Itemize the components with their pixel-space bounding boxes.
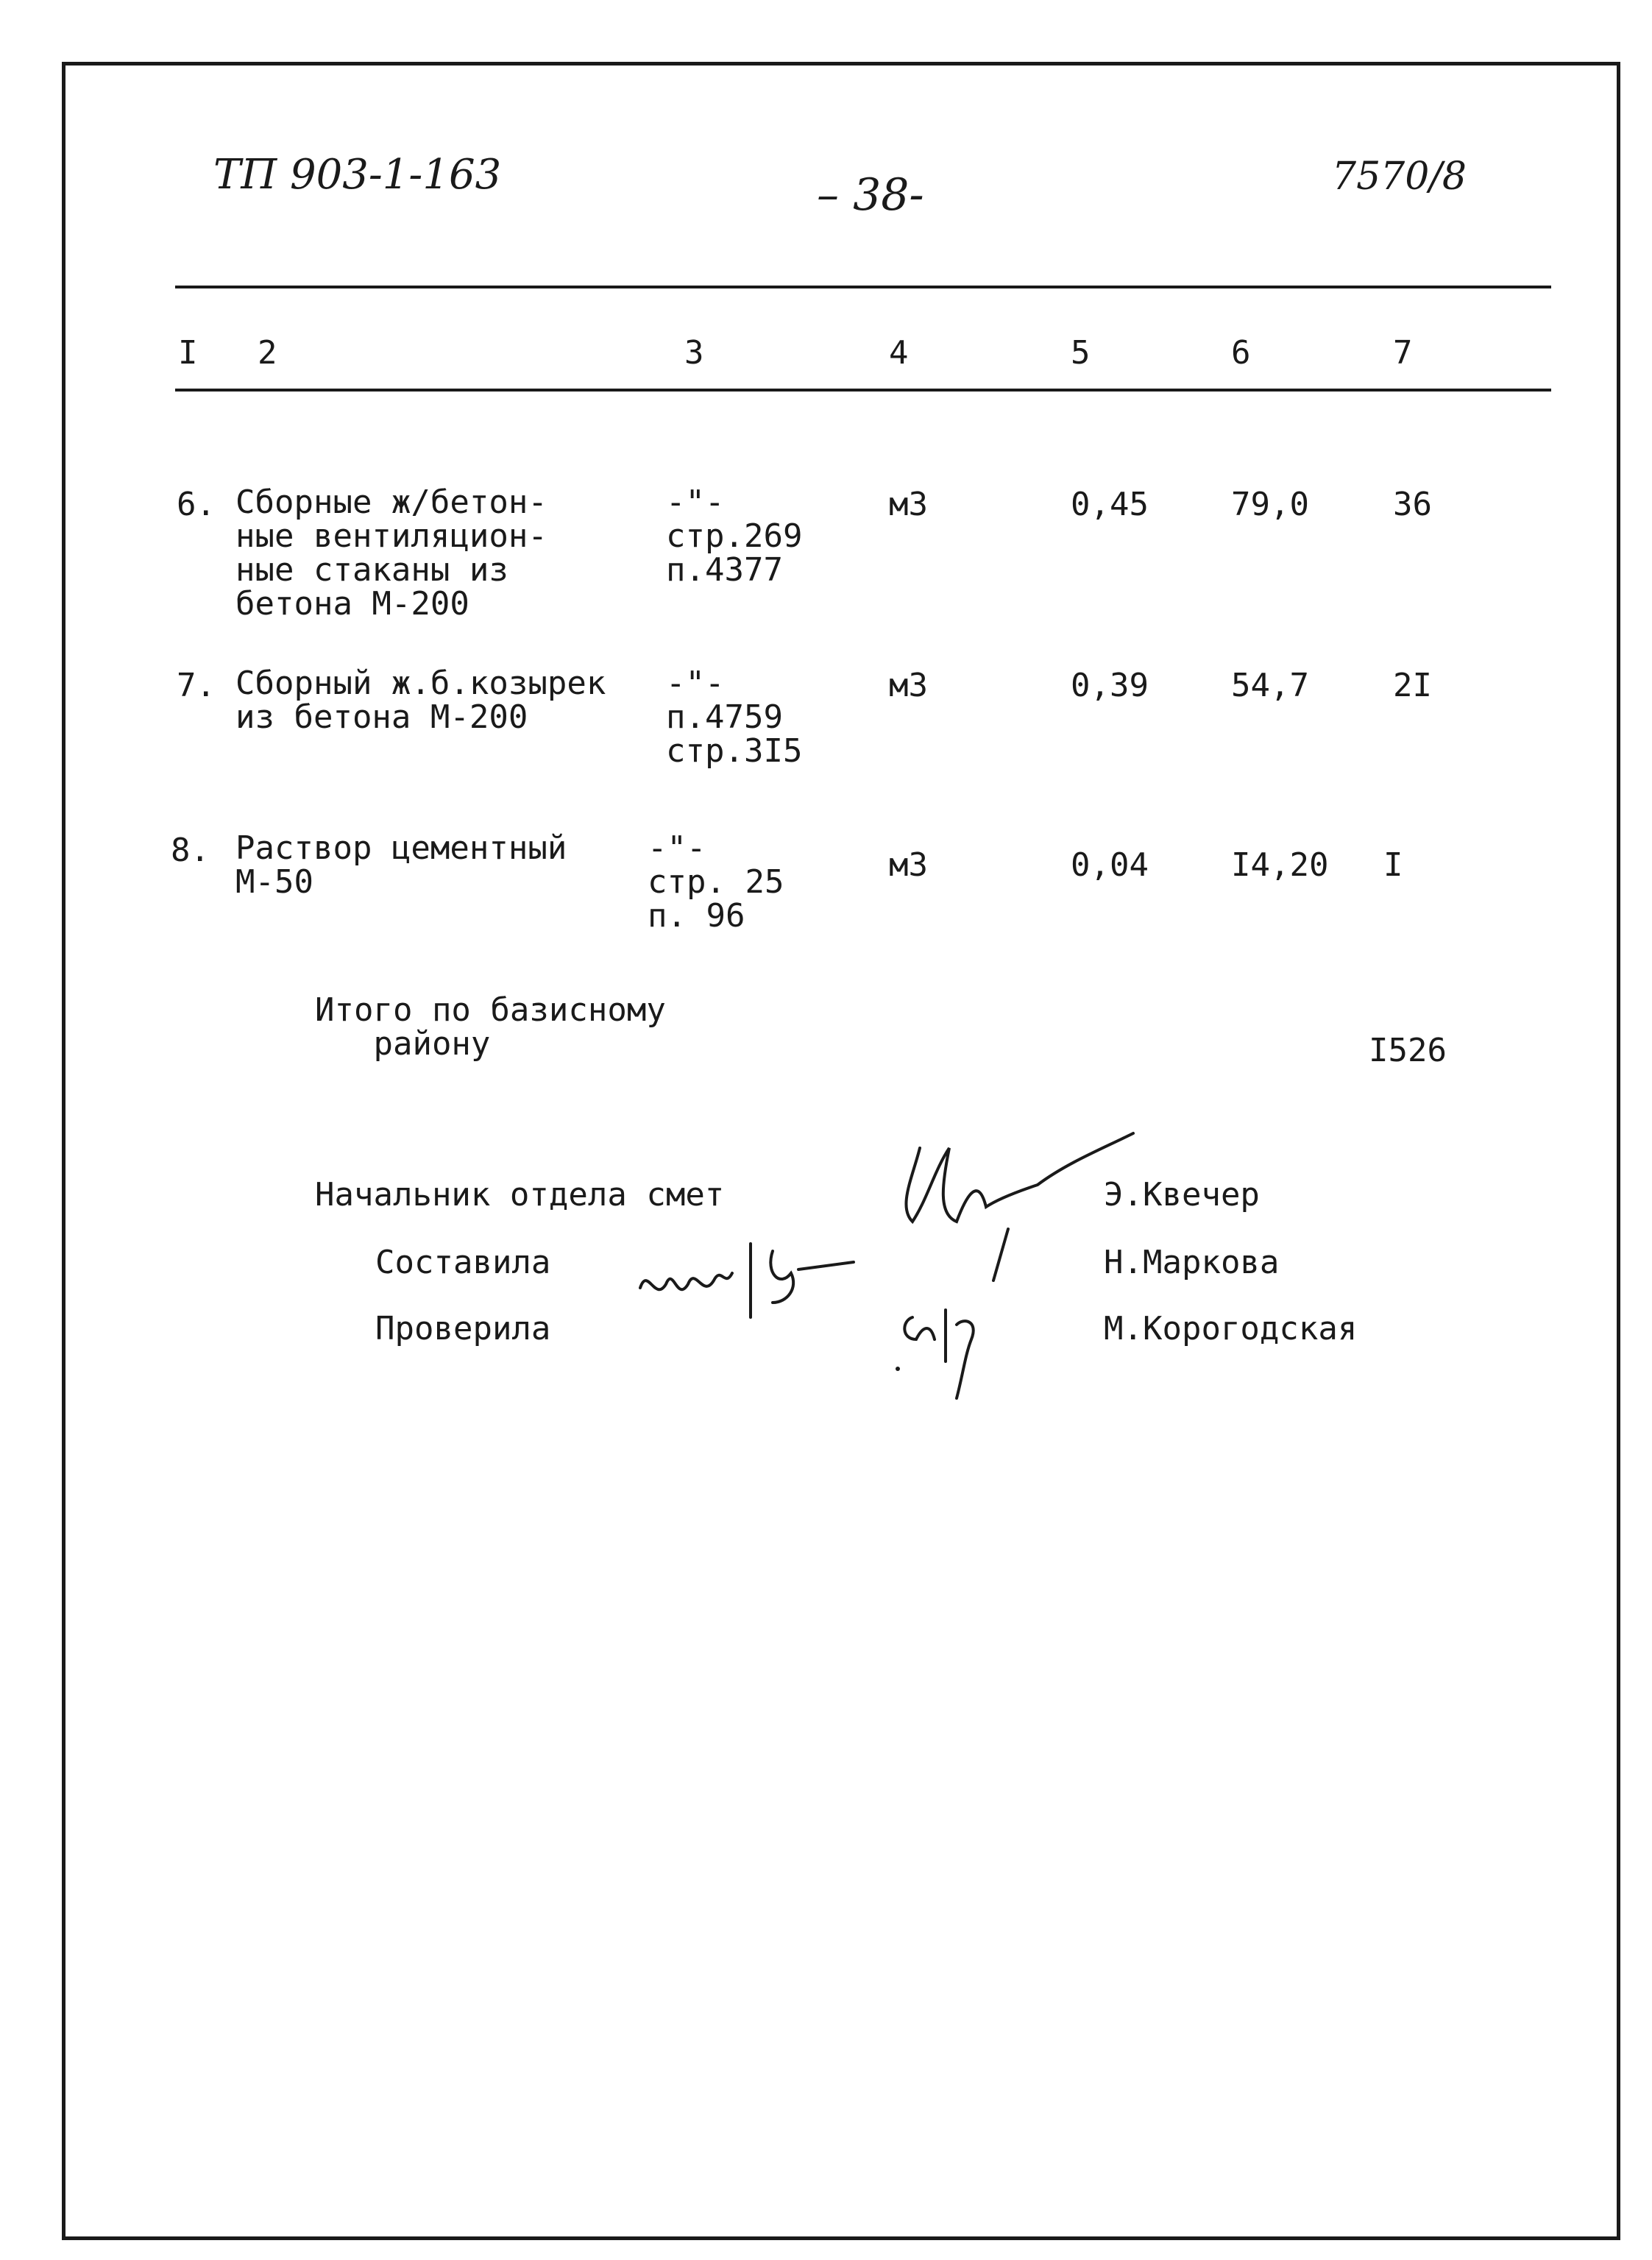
page-number: – 38- — [817, 169, 924, 221]
row-reference: -"- п.4759 стр.3I5 — [666, 665, 803, 770]
sheet-code: 7570/8 — [1332, 155, 1467, 199]
column-header-rule — [175, 389, 1551, 392]
row-total: 2I — [1393, 667, 1432, 704]
row-price: I4,20 — [1231, 846, 1329, 884]
handwritten-signature — [883, 1280, 1015, 1406]
column-header: 5 — [1071, 334, 1091, 372]
row-quantity: 0,45 — [1071, 486, 1149, 523]
column-header: 7 — [1393, 334, 1413, 372]
column-header: 2 — [258, 334, 277, 372]
row-total: I — [1383, 846, 1403, 884]
signature-role: Проверила — [375, 1310, 551, 1347]
column-header: 4 — [889, 334, 909, 372]
column-header: 3 — [684, 334, 704, 372]
signature-name: М.Корогодская — [1104, 1310, 1358, 1347]
row-price: 54,7 — [1231, 667, 1309, 704]
row-number: 7. — [177, 667, 216, 704]
row-price: 79,0 — [1231, 486, 1309, 523]
signature-role: Начальник отдела смет — [315, 1176, 725, 1214]
row-quantity: 0,04 — [1071, 846, 1149, 884]
handwritten-signature — [868, 1119, 1148, 1288]
column-header: 6 — [1231, 334, 1251, 372]
signature-role: Составила — [375, 1244, 551, 1281]
signature-name: Н.Маркова — [1104, 1244, 1280, 1281]
row-unit: м3 — [889, 486, 928, 523]
handwritten-signature — [633, 1222, 868, 1339]
row-number: 8. — [171, 832, 210, 869]
doc-code: ТП 903-1-163 — [213, 151, 502, 199]
row-quantity: 0,39 — [1071, 667, 1149, 704]
header-rule — [175, 286, 1551, 288]
summary-total: I526 — [1369, 1032, 1447, 1069]
row-unit: м3 — [889, 667, 928, 704]
row-total: 36 — [1393, 486, 1432, 523]
row-unit: м3 — [889, 846, 928, 884]
summary-label: Итого по базисному району — [315, 991, 666, 1063]
row-reference: -"- стр. 25 п. 96 — [648, 829, 784, 935]
row-name: Сборный ж.б.козырек из бетона М-200 — [235, 665, 606, 736]
signature-name: Э.Квечер — [1104, 1176, 1260, 1214]
row-name: Сборные ж/бетон- ные вентиляцион- ные стаканы из бетона М-200 — [235, 483, 547, 623]
row-reference: -"- стр.269 п.4377 — [666, 483, 803, 589]
row-name: Раствор цементный М-50 — [235, 829, 567, 901]
row-number: 6. — [177, 486, 216, 523]
column-header: I — [178, 334, 198, 372]
